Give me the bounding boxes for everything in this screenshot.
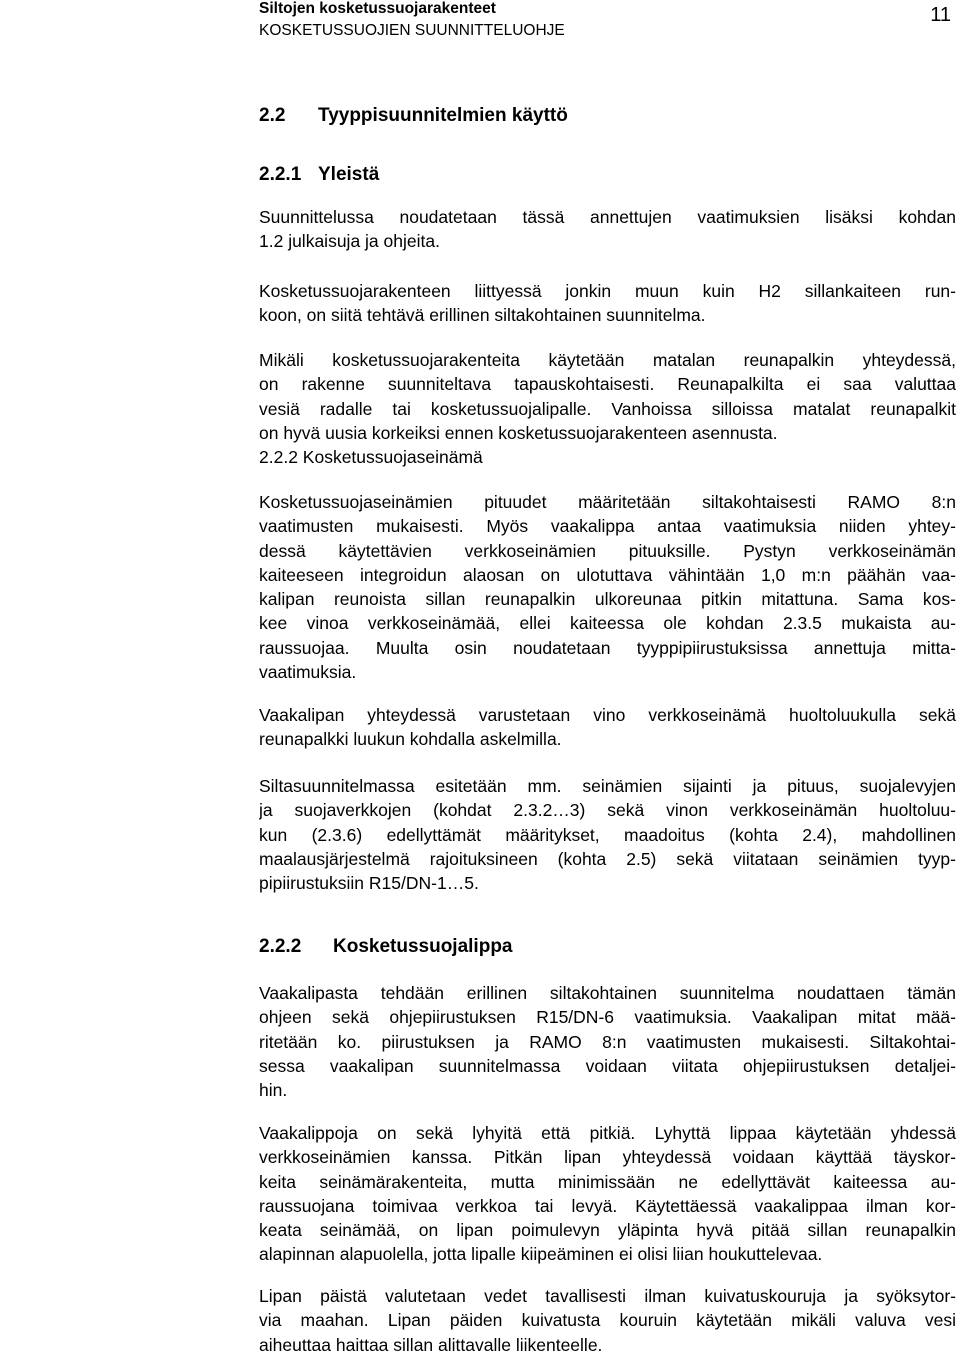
section-heading-2-2-1 xyxy=(259,163,379,187)
document-title: Siltojen kosketussuojarakenteet xyxy=(259,0,496,17)
text-line: pipiirustuksiin R15/DN-1…5. xyxy=(259,873,479,894)
section-heading-2-2-2-seinama: 2.2.2 Kosketussuojaseinämä xyxy=(259,447,483,467)
text-line: vaatimusten mukaisesti. Myös vaakalippa antaa vaatimuksia niiden yhtey- xyxy=(259,516,956,537)
section-number: 2.2 xyxy=(259,105,286,126)
text-line: ritetään ko. piirustuksen ja RAMO 8:n vaatimusten mukaisesti. Siltakohtai- xyxy=(259,1031,956,1052)
text-line: koon, on siitä tehtävä erillinen siltakohtainen suunnitelma. xyxy=(259,305,706,326)
paragraph xyxy=(259,1121,956,1267)
text-line: on rakenne suunniteltava tapauskohtaisesti. Reunapalkilta ei saa valuttaa xyxy=(259,374,956,395)
paragraph xyxy=(259,1284,956,1357)
section-heading-2-2 xyxy=(259,104,568,128)
section-title: Tyyppisuunnitelmien käyttö xyxy=(318,105,568,126)
text-line: vaatimuksia. xyxy=(259,662,357,683)
text-line: kaiteeseen integroidun alaosan on ulotuttava vähintään 1,0 m:n päähän vaa- xyxy=(259,564,956,585)
paragraph xyxy=(259,348,956,445)
text-line: maalausjärjestelmä rajoituksineen (kohta 2.5) sekä viitataan seinämien tyyp- xyxy=(259,848,956,869)
paragraph xyxy=(259,205,956,254)
text-line: verkkoseinämien kanssa. Pitkän lipan yhteydessä voidaan käyttää täyskor- xyxy=(259,1147,956,1168)
text-line: Kosketussuojaseinämien pituudet määritetään siltakohtaisesti RAMO 8:n xyxy=(259,492,956,512)
text-line: dessä käytettävien verkkoseinämien pituuksille. Pystyn verkkoseinämän xyxy=(259,540,956,561)
text-line: raussuojaa. Muulta osin noudatetaan tyyppipiirustuksissa annettuja mitta- xyxy=(259,637,956,658)
section-number: 2.2.2 xyxy=(259,936,302,957)
text-line: Suunnittelussa noudatetaan tässä annettujen vaatimuksien lisäksi kohdan xyxy=(259,207,956,227)
text-line: keata seinämää, on lipan poimulevyn yläpinta hyvä pitää sillan reunapalkin xyxy=(259,1220,956,1241)
text-line: on hyvä uusia korkeiksi ennen kosketussuojarakenteen asennusta. xyxy=(259,422,778,443)
text-line: via maahan. Lipan päiden kuivatusta kouruin käytetään mikäli valuva vesi xyxy=(259,1310,956,1331)
text-line: kalipan reunoista sillan reunapalkin ulkoreunaa pitkin mitattuna. Sama kos- xyxy=(259,589,956,610)
text-line: Vaakalipasta tehdään erillinen siltakohtainen suunnitelma noudattaen tämän xyxy=(259,983,956,1003)
paragraph xyxy=(259,981,956,1102)
text-line: Kosketussuojarakenteen liittyessä jonkin muun kuin H2 sillankaiteen run- xyxy=(259,281,956,301)
text-line: Vaakalipan yhteydessä varustetaan vino verkkoseinämä huoltoluukulla sekä xyxy=(259,705,956,725)
text-line: raussuojana toimivaa verkkoa tai levyä. Käytettäessä vaakalippaa ilman kor- xyxy=(259,1195,956,1216)
section-number: 2.2.1 xyxy=(259,164,302,185)
text-line: kee vinoa verkkoseinämää, ellei kaiteessa ole kohdan 2.3.5 mukaista au- xyxy=(259,613,956,634)
section-heading-2-2-2-lippa xyxy=(259,935,513,959)
text-line: keita seinämärakenteita, mutta minimissään ne edellyttävät kaiteessa au- xyxy=(259,1171,956,1192)
text-line: ohjeen sekä ohjepiirustuksen R15/DN-6 vaatimuksia. Vaakalipan mitat mää- xyxy=(259,1007,956,1028)
text-line: Vaakalippoja on sekä lyhyitä että pitkiä. Lyhyttä lippaa käytetään yhdessä xyxy=(259,1123,956,1143)
paragraph xyxy=(259,703,956,752)
paragraph xyxy=(259,279,956,328)
page-header xyxy=(259,0,951,44)
section-title: Yleistä xyxy=(318,164,380,185)
paragraph xyxy=(259,490,956,684)
text-line: Siltasuunnitelmassa esitetään mm. seinämien sijainti ja pituus, suojalevyjen xyxy=(259,776,956,796)
page-number: 11 xyxy=(930,4,951,26)
text-line: kun (2.3.6) edellyttämät määritykset, maadoitus (kohta 2.4), mahdollinen xyxy=(259,824,956,845)
paragraph xyxy=(259,774,956,895)
text-line: reunapalkki luukun kohdalla askelmilla. xyxy=(259,729,562,750)
document-subtitle: KOSKETUSSUOJIEN SUUNNITTELUOHJE xyxy=(259,22,565,39)
text-line: alapinnan alapuolella, jotta lipalle kiipeäminen ei olisi liian houkuttelevaa. xyxy=(259,1244,823,1265)
text-line: Lipan päistä valutetaan vedet tavallisesti ilman kuivatuskouruja ja syöksytor- xyxy=(259,1286,956,1306)
section-title: Kosketussuojalippa xyxy=(333,936,513,957)
text-line: ja suojaverkkojen (kohdat 2.3.2…3) sekä vinon verkkoseinämän huoltoluu- xyxy=(259,800,956,821)
text-line: 1.2 julkaisuja ja ohjeita. xyxy=(259,231,440,252)
text-line: sessa vaakalipan suunnitelmassa voidaan viitata ohjepiirustuksen detaljei- xyxy=(259,1055,956,1076)
text-line: hin. xyxy=(259,1080,288,1101)
text-line: Mikäli kosketussuojarakenteita käytetään matalan reunapalkin yhteydessä, xyxy=(259,350,956,370)
text-line: vesiä radalle tai kosketussuojalipalle. Vanhoissa silloissa matalat reunapalkit xyxy=(259,398,956,419)
text-line: aiheuttaa haittaa sillan alittavalle liikenteelle. xyxy=(259,1334,603,1355)
